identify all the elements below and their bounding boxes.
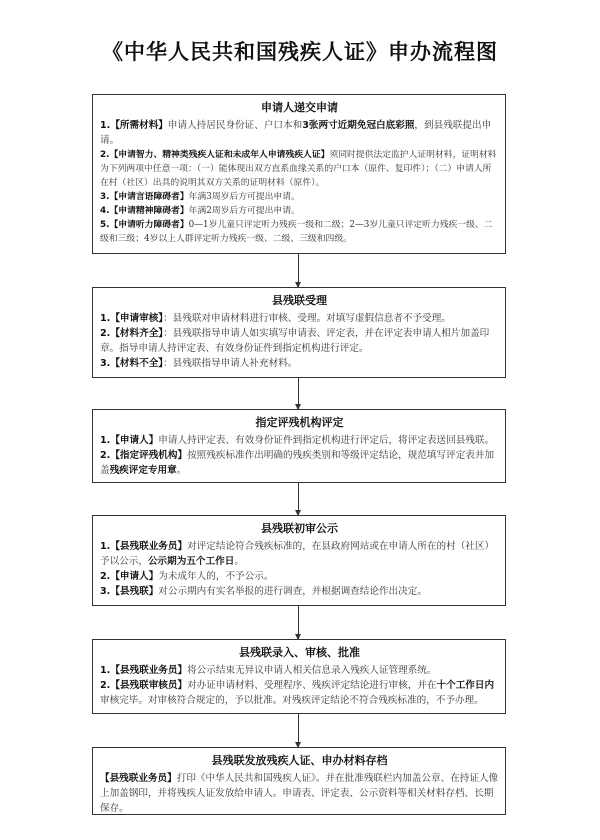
flow-arrow [298, 714, 299, 747]
step-submit-application [92, 94, 506, 254]
list-item: 2.【县残联审核员】对办证申请材料、受理程序、残疾评定结论进行审核，并在十个工作日内审核完毕。对审核符合规定的，予以批准。对残疾评定结论不符合残疾标准的，不予办理。 [100, 680, 495, 706]
step-heading: 县残联初审公示 [261, 522, 338, 535]
step-heading: 指定评残机构评定 [255, 416, 344, 429]
list-item: 3.【县残联】对公示期内有实名举报的进行调查，并根据调查结论作出决定。 [100, 586, 427, 597]
flow-arrow [298, 483, 299, 515]
flow-arrow [298, 254, 299, 287]
page-title: 《中华人民共和国残疾人证》申办流程图 [102, 40, 498, 64]
step-county-acceptance [92, 287, 506, 378]
list-item: 1.【申请审核】：县残联对申请材料进行审核、受理。对填写虚假信息者不予受理。 [100, 313, 451, 324]
flow-arrow [298, 606, 299, 639]
step-assessment [92, 409, 506, 483]
step-preliminary-review [92, 515, 506, 606]
list-item: 1.【所需材料】申请人持居民身份证、户口本和3张两寸近期免冠白底彩照，到县残联提出申请。 [100, 120, 492, 146]
step-approval [92, 639, 506, 714]
step-heading: 县残联录入、审核、批准 [239, 646, 360, 659]
list-item: 2.【指定评残机构】按照残疾标准作出明确的残疾类别和等级评定结论，规范填写评定表并加盖残疾评定专用章。 [100, 450, 495, 476]
list-item: 2.【申请人】为未成年人的，不予公示。 [100, 571, 274, 582]
list-item: 4.【申请精神障碍者】年满2周岁后方可提出申请。 [100, 206, 300, 216]
step-heading: 县残联受理 [272, 294, 327, 307]
list-item: 2.【材料齐全】：县残联指导申请人如实填写申请表、评定表，并在评定表申请人相片加盖印章。指导申请人持评定表、有效身份证件到指定机构进行评定。 [100, 328, 490, 354]
list-item: 5.【申请听力障碍者】0—1岁儿童只评定听力残疾一级和二级；2—3岁儿童只评定听力残疾一级、二级和三级；4岁以上人群评定听力残疾一级、二级、三级和四级。 [100, 220, 493, 244]
list-item: 1.【县残联业务员】对评定结论符合残疾标准的，在县政府网站或在申请人所在的村（社区）予以公示，公示期为五个工作日。 [100, 541, 495, 567]
step-heading: 县残联发放残疾人证、申办材料存档 [211, 754, 388, 767]
list-item: 1.【申请人】申请人持评定表、有效身份证件到指定机构进行评定后，将评定表送回县残联。 [100, 435, 495, 446]
flow-arrow [298, 378, 299, 409]
list-item: 【县残联业务员】打印《中华人民共和国残疾人证》。并在批准残联栏内加盖公章、在持证人像上加盖钢印，并将残疾人证发放给申请人。申请表、评定表、公示资料等相关材料存档、长期保存。 [100, 773, 499, 814]
step-heading: 申请人递交申请 [261, 101, 338, 114]
list-item: 3.【申请言语障碍者】年满3周岁后方可提出申请。 [100, 192, 300, 202]
list-item: 3.【材料不全】：县残联指导申请人补充材料。 [100, 358, 298, 369]
list-item: 2.【申请智力、精神类残疾人证和未成年人申请残疾人证】须同时提供法定监护人证明材料，证明材料为下列两项中任意一项：（一）能体现出双方直系血缘关系的户口本（原件、复印件）；（二）申请人所在村（社区）出具的说明其双方关系的证明材料（原件）。 [100, 150, 497, 188]
list-item: 1.【县残联业务员】将公示结束无异议申请人相关信息录入残疾人证管理系统。 [100, 665, 437, 676]
step-issue-and-archive [92, 747, 506, 815]
